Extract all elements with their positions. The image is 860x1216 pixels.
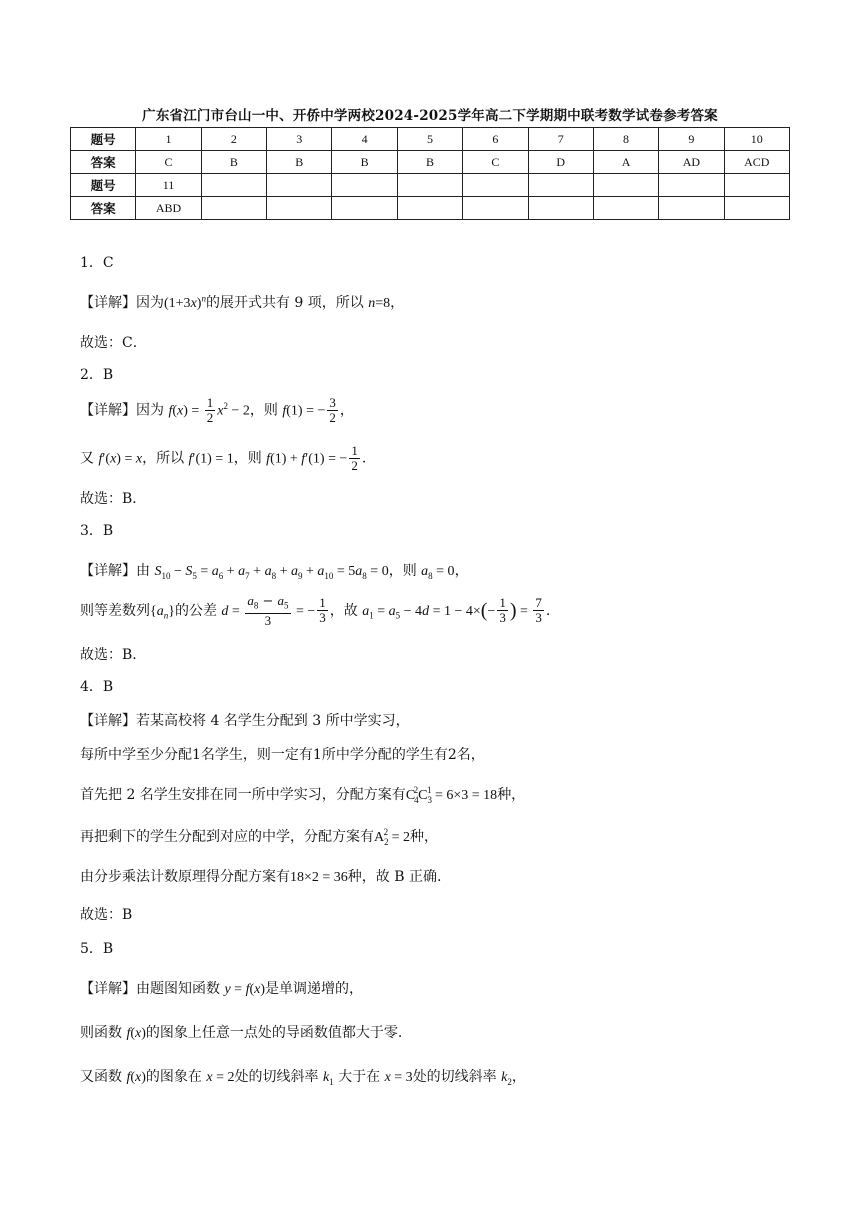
- question-number: 7: [528, 128, 593, 151]
- table-row: [71, 174, 790, 197]
- q3-heading: 3．B: [80, 523, 114, 539]
- q2-line-1: 【详解】因为 f(x) = $\frac{1}{2}$ $x^2 - 2$，则 f(1) = − $\frac{3}{2}$ ，: [80, 395, 354, 425]
- question-number: 9: [659, 128, 724, 151]
- question-number: [528, 174, 593, 197]
- question-number: [267, 174, 332, 197]
- answer-cell: [267, 197, 332, 220]
- question-number: 3: [267, 128, 332, 151]
- question-number: 6: [463, 128, 528, 151]
- question-number: 2: [201, 128, 266, 151]
- answer-cell: [201, 197, 266, 220]
- question-number: [463, 174, 528, 197]
- answer-cell: [463, 197, 528, 220]
- answer-cell: [528, 197, 593, 220]
- answer-cell: B: [267, 151, 332, 174]
- q2-conclusion: 故选：B．: [80, 491, 147, 507]
- answer-cell: A: [593, 151, 658, 174]
- q5-line-3: 又函数 f(x)的图象在 x = 2处的切线斜率 $k_1$ 大于在 x = 3处的切线斜率 $k_2$，: [80, 1069, 526, 1087]
- answer-cell: B: [332, 151, 397, 174]
- answer-cell: C: [136, 151, 201, 174]
- q4-heading: 4．B: [80, 679, 114, 695]
- q1-heading: 1．C: [80, 255, 114, 271]
- q1-conclusion: 故选：C．: [80, 335, 147, 351]
- q4-line-2: 每所中学至少分配1名学生，则一定有1所中学分配的学生有2名，: [80, 747, 485, 763]
- answer-cell: B: [397, 151, 462, 174]
- q5-heading: 5．B: [80, 941, 114, 957]
- question-number: [724, 174, 789, 197]
- question-number: [593, 174, 658, 197]
- q4-line-1: 【详解】若某高校将 4 名学生分配到 3 所中学实习，: [80, 713, 410, 729]
- answer-cell: AD: [659, 151, 724, 174]
- answer-cell: ACD: [724, 151, 789, 174]
- question-number: [332, 174, 397, 197]
- table-row: [71, 197, 790, 220]
- question-number: 1: [136, 128, 201, 151]
- q2-heading: 2．B: [80, 367, 114, 383]
- q4-line-4: 再把剩下的学生分配到对应的中学，分配方案有$A_2^2 = 2$种，: [80, 827, 439, 847]
- answer-cell: ABD: [136, 197, 201, 220]
- answer-cell: [724, 197, 789, 220]
- question-number: [201, 174, 266, 197]
- row-label: 题号: [71, 174, 136, 197]
- q4-line-3: 首先把 2 名学生安排在同一所中学实习，分配方案有$C_4^2C_3^1 = 6\times 3 = 18$种，: [80, 785, 526, 805]
- q3-conclusion: 故选：B.: [80, 647, 137, 663]
- page-title: 广东省江门市台山一中、开侨中学两校2024-2025学年高二下学期期中联考数学试卷参考答案: [142, 108, 718, 124]
- answer-cell: D: [528, 151, 593, 174]
- row-label: 答案: [71, 151, 136, 174]
- question-number: [659, 174, 724, 197]
- question-number: 8: [593, 128, 658, 151]
- q4-line-5: 由分步乘法计数原理得分配方案有18×2 = 36种，故 B 正确.: [80, 869, 442, 885]
- question-number: [397, 174, 462, 197]
- question-number: 5: [397, 128, 462, 151]
- answer-cell: [659, 197, 724, 220]
- row-label: 题号: [71, 128, 136, 151]
- q4-conclusion: 故选：B: [80, 907, 133, 923]
- question-number: 11: [136, 174, 201, 197]
- row-label: 答案: [71, 197, 136, 220]
- answer-table: [70, 127, 790, 220]
- answer-cell: C: [463, 151, 528, 174]
- q5-line-1: 【详解】由题图知函数 y = f(x)是单调递增的，: [80, 981, 364, 997]
- q1-line-1: 【详解】因为$(1+3x)^n$的展开式共有 9 项，所以 n=8，: [80, 293, 405, 311]
- q3-line-1: 【详解】由 $S_{10} - S_5 = a_6 + a_7 + a_8 + a_9 + a_{10} = 5a_8 = 0$，则 $a_8 = 0$，: [80, 563, 469, 581]
- table-row: [71, 128, 790, 151]
- table-row: [71, 151, 790, 174]
- question-number: 4: [332, 128, 397, 151]
- answer-cell: [593, 197, 658, 220]
- q5-line-2: 则函数 f(x)的图象上任意一点处的导函数值都大于零.: [80, 1025, 403, 1041]
- question-number: 10: [724, 128, 789, 151]
- q3-line-2: 则等差数列$\{a_n\}$的公差 d = $\frac{a_8 - a_5}{3}$ = − $\frac{1}{3}$ ，故 $a_1 = a_5 - 4d = 1 - 4\times(-$ $\frac{1}{3}$ ) = $\frac{7}{3}$ .: [80, 593, 551, 628]
- answer-cell: B: [201, 151, 266, 174]
- answer-cell: [332, 197, 397, 220]
- answer-cell: [397, 197, 462, 220]
- q2-line-2: 又 f′(x) = x，所以 f′(1) = 1，则 f(1) + f′(1) = − $\frac{1}{2}$ .: [80, 443, 367, 473]
